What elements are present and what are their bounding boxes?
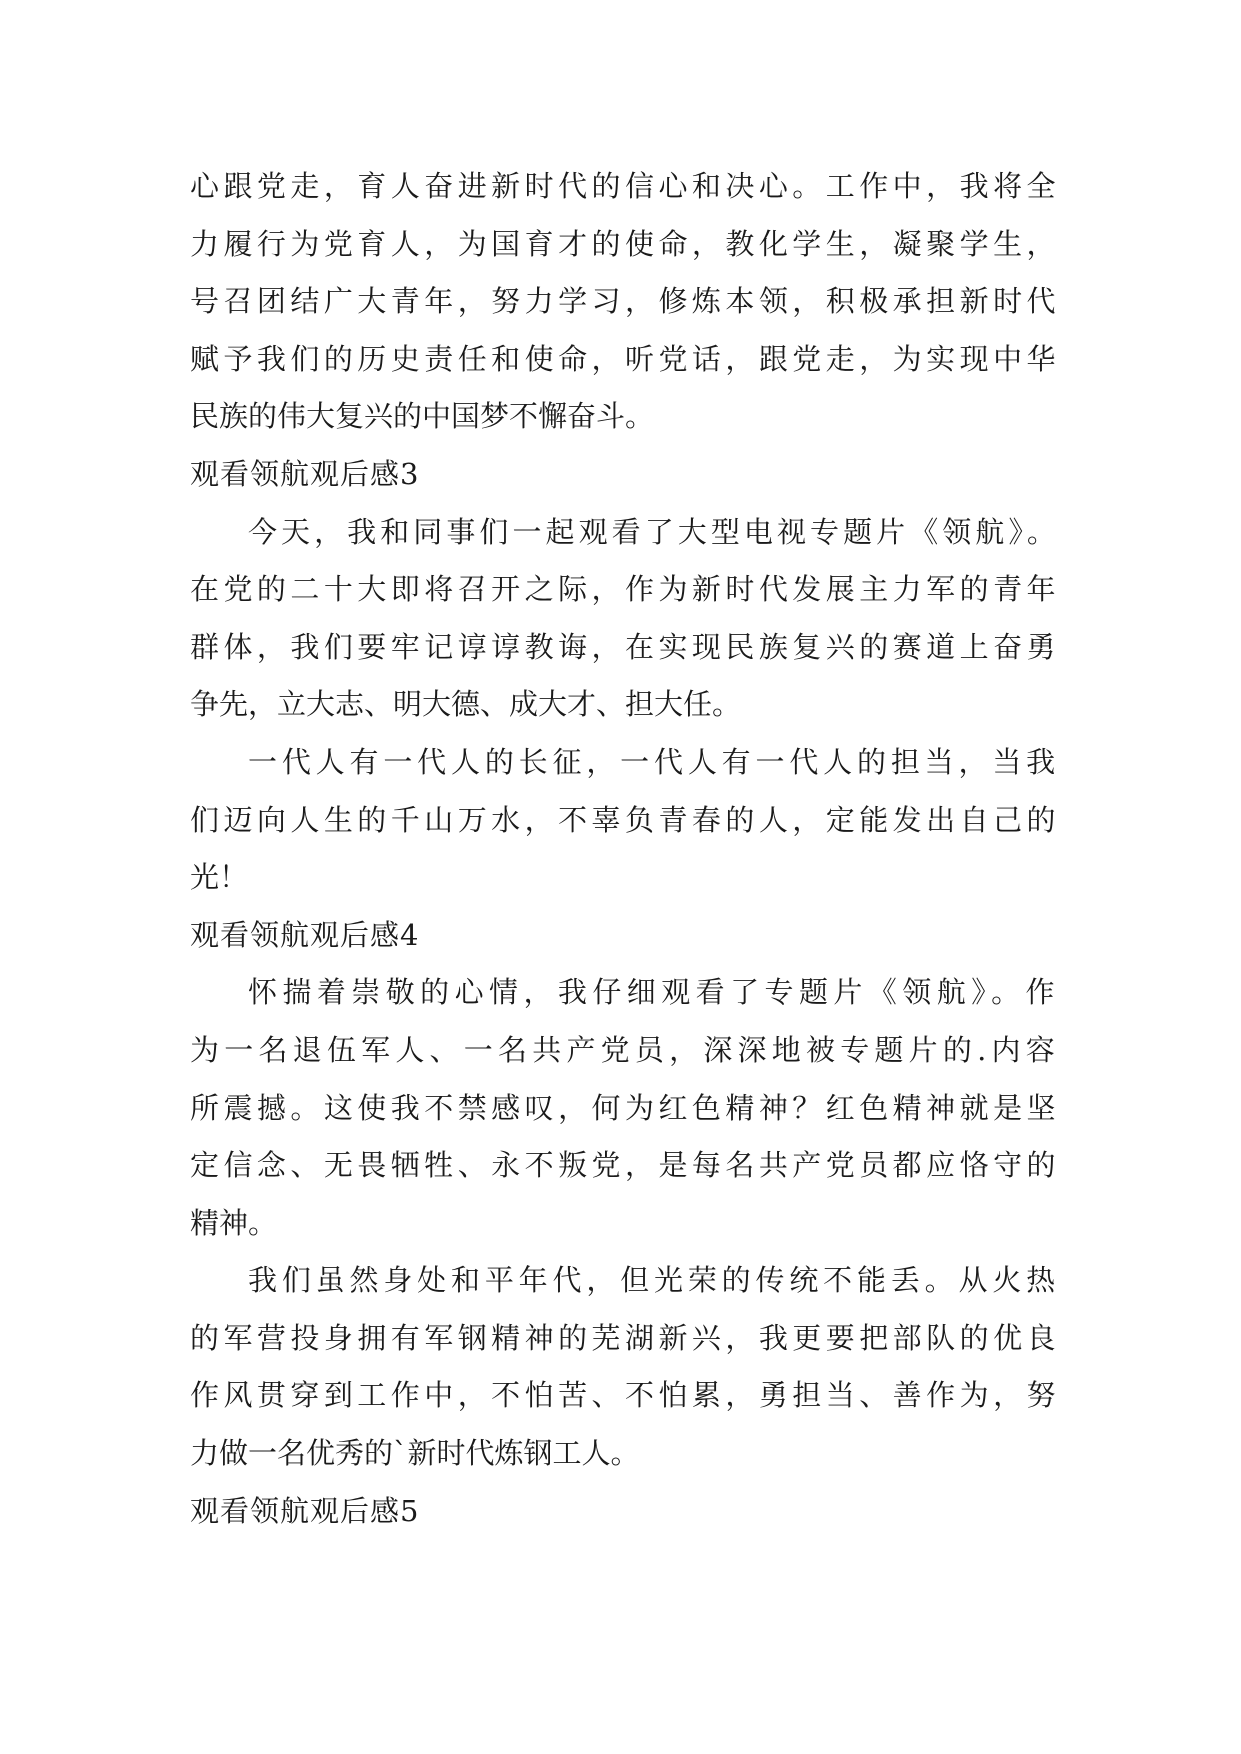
paragraph-line (190, 158, 1060, 216)
paragraph-text: 赋予我们的历史责任和使命，听党话，跟党走，为实现中华 (190, 341, 1060, 376)
paragraph-line (190, 273, 1060, 331)
paragraph-line (190, 1252, 1060, 1310)
paragraph-line (190, 849, 1060, 907)
paragraph-line (190, 734, 1060, 792)
section-heading-line (190, 1483, 1060, 1541)
section-heading-line (190, 907, 1060, 965)
paragraph-text: 一代人有一代人的长征，一代人有一代人的担当，当我 (248, 744, 1060, 779)
paragraph-line (190, 964, 1060, 1022)
paragraph-text: 怀揣着崇敬的心情，我仔细观看了专题片《领航》。作 (248, 975, 1060, 1010)
paragraph-line (190, 1137, 1060, 1195)
paragraph-text: 心跟党走，育人奋进新时代的信心和决心。工作中，我将全 (190, 169, 1060, 203)
paragraph-text: 争先，立大志、明大德、成大才、担大任。 (190, 687, 742, 722)
paragraph-line (190, 388, 1060, 446)
paragraph-text: 们迈向人生的千山万水，不辜负青春的人，定能发出自己的 (190, 802, 1060, 837)
paragraph-text: 定信念、无畏牺牲、永不叛党，是每名共产党员都应恪守的 (190, 1148, 1060, 1183)
paragraph-text: 我们虽然身处和平年代，但光荣的传统不能丢。从火热 (248, 1263, 1060, 1298)
paragraph-line (190, 216, 1060, 274)
paragraph-line (190, 504, 1060, 562)
paragraph-text: 的军营投身拥有军钢精神的芜湖新兴，我更要把部队的优良 (190, 1320, 1060, 1355)
paragraph-text: 号召团结广大青年，努力学习，修炼本领，积极承担新时代 (190, 284, 1060, 319)
paragraph-line (190, 1022, 1060, 1080)
paragraph-text: 在党的二十大即将召开之际，作为新时代发展主力军的青年 (190, 572, 1060, 607)
section-heading-line (190, 446, 1060, 504)
paragraph-text: 光！ (190, 860, 249, 895)
paragraph-text: 民族的伟大复兴的中国梦不懈奋斗。 (190, 399, 655, 434)
paragraph-text: 力做一名优秀的`新时代炼钢工人。 (190, 1436, 640, 1471)
paragraph-line (190, 619, 1060, 677)
paragraph-line (190, 561, 1060, 619)
paragraph-line (190, 1080, 1060, 1138)
paragraph-line (190, 1367, 1060, 1425)
section-heading: 观看领航观后感5 (190, 1493, 420, 1528)
paragraph-line (190, 1195, 1060, 1253)
paragraph-line (190, 1425, 1060, 1483)
paragraph-line (190, 676, 1060, 734)
paragraph-line (190, 1310, 1060, 1368)
section-heading: 观看领航观后感4 (190, 917, 420, 952)
paragraph-text: 为一名退伍军人、一名共产党员，深深地被专题片的.内容 (190, 1032, 1060, 1067)
paragraph-text: 所震撼。这使我不禁感叹，何为红色精神？红色精神就是坚 (190, 1090, 1060, 1125)
paragraph-text: 作风贯穿到工作中，不怕苦、不怕累，勇担当、善作为，努 (190, 1378, 1060, 1413)
paragraph-text: 今天，我和同事们一起观看了大型电视专题片《领航》。 (248, 514, 1060, 549)
paragraph-text: 群体，我们要牢记谆谆教诲，在实现民族复兴的赛道上奋勇 (190, 629, 1060, 664)
paragraph-line (190, 331, 1060, 389)
paragraph-line (190, 792, 1060, 850)
paragraph-text: 力履行为党育人，为国育才的使命，教化学生，凝聚学生， (190, 226, 1060, 261)
document-body (190, 158, 1060, 1540)
paragraph-text: 精神。 (190, 1205, 278, 1240)
section-heading: 观看领航观后感3 (190, 456, 420, 491)
